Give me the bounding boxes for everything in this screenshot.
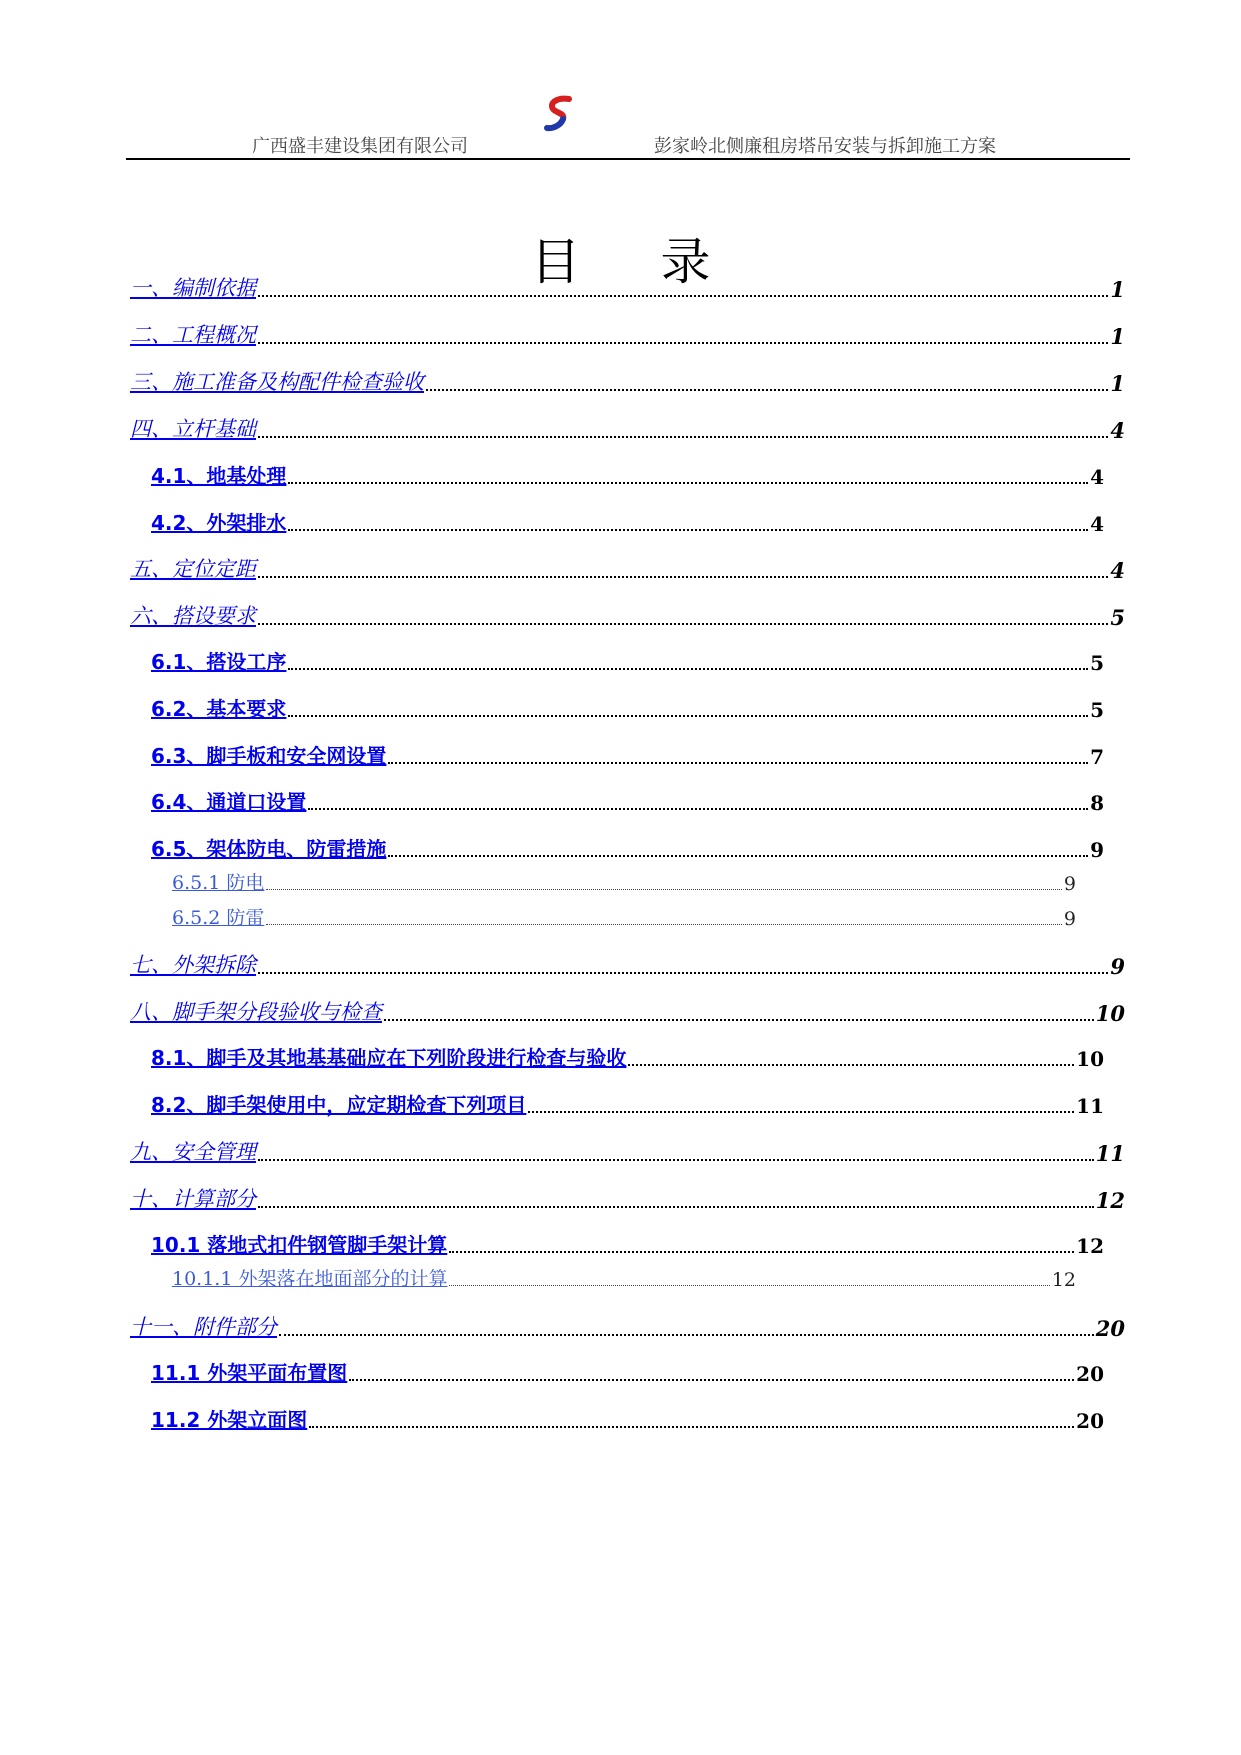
header-company: 广西盛丰建设集团有限公司	[252, 136, 468, 157]
toc-entry-page: 12	[1076, 1234, 1104, 1258]
toc-entry-page: 4	[1110, 558, 1125, 583]
toc-leader-dots	[528, 1111, 1074, 1113]
header-project: 彭家岭北侧廉租房塔吊安装与拆卸施工方案	[654, 136, 996, 157]
toc-entry[interactable]	[130, 1183, 1125, 1213]
toc-entry-page: 9	[1063, 908, 1076, 930]
toc-entry[interactable]	[172, 903, 1076, 930]
toc-leader-dots	[449, 1251, 1074, 1253]
toc-leader-dots	[628, 1064, 1074, 1066]
toc-entry-page: 1	[1110, 277, 1125, 302]
toc-leader-dots	[258, 295, 1108, 297]
company-logo	[543, 95, 577, 135]
toc-entry[interactable]	[151, 693, 1104, 722]
toc-leader-dots	[384, 1019, 1094, 1021]
toc-leader-dots	[288, 482, 1088, 484]
toc-entry-label[interactable]: 8.1、脚手及其地基基础应在下列阶段进行检查与验收	[151, 1046, 627, 1070]
toc-entry-label[interactable]: 三、施工准备及构配件检查验收	[130, 370, 424, 394]
toc-entry-label[interactable]: 6.5.1 防电	[172, 872, 265, 894]
toc-entry-page: 4	[1110, 418, 1125, 443]
toc-entry[interactable]	[130, 600, 1125, 630]
toc-entry-label[interactable]: 八、脚手架分段验收与检查	[130, 1000, 382, 1024]
toc-entry-page: 11	[1076, 1094, 1104, 1118]
toc-entry-page: 9	[1063, 873, 1076, 895]
toc-entry-page: 8	[1090, 791, 1104, 815]
toc-leader-dots	[266, 924, 1062, 925]
toc-entry-page: 4	[1090, 465, 1104, 489]
toc-entry-label[interactable]: 6.2、基本要求	[151, 697, 287, 721]
toc-entry-label[interactable]: 一、编制依据	[130, 276, 256, 300]
toc-entry-label[interactable]: 4.1、地基处理	[151, 464, 287, 488]
toc-entry[interactable]	[151, 1404, 1104, 1433]
toc-entry-label[interactable]: 九、安全管理	[130, 1140, 256, 1164]
toc-entry-label[interactable]: 4.2、外架排水	[151, 511, 287, 535]
toc-leader-dots	[279, 1334, 1094, 1336]
toc-entry-page: 10	[1076, 1047, 1104, 1071]
toc-entry-label[interactable]: 6.5.2 防雷	[172, 907, 265, 929]
toc-leader-dots	[258, 972, 1108, 974]
toc-entry[interactable]	[151, 833, 1104, 862]
toc-entry[interactable]	[151, 740, 1104, 769]
toc-entry-page: 12	[1051, 1269, 1076, 1291]
toc-entry[interactable]	[151, 1357, 1104, 1386]
toc-entry-page: 11	[1095, 1141, 1125, 1166]
toc-entry-page: 9	[1090, 838, 1104, 862]
toc-entry-label[interactable]: 五、定位定距	[130, 557, 256, 581]
toc-entry-page: 9	[1110, 954, 1125, 979]
toc-entry[interactable]	[130, 272, 1125, 302]
toc-entry-page: 5	[1090, 698, 1104, 722]
toc-entry-page: 1	[1110, 371, 1125, 396]
toc-entry-page: 20	[1076, 1362, 1104, 1386]
toc-entry[interactable]	[172, 868, 1076, 895]
toc-entry-page: 10	[1095, 1001, 1125, 1026]
toc-entry-label[interactable]: 四、立杆基础	[130, 417, 256, 441]
toc-entry-page: 5	[1090, 651, 1104, 675]
toc-entry-label[interactable]: 6.4、通道口设置	[151, 790, 307, 814]
toc-leader-dots	[388, 762, 1088, 764]
toc-entry-label[interactable]: 六、搭设要求	[130, 604, 256, 628]
toc-leader-dots	[449, 1285, 1049, 1286]
toc-leader-dots	[349, 1379, 1074, 1381]
toc-entry-page: 4	[1090, 512, 1104, 536]
toc-entry-label[interactable]: 6.5、架体防电、防雷措施	[151, 837, 387, 861]
toc-entry-label[interactable]: 11.2 外架立面图	[151, 1408, 308, 1432]
toc-entry[interactable]	[151, 1089, 1104, 1118]
toc-entry-label[interactable]: 8.2、脚手架使用中，应定期检查下列项目	[151, 1093, 527, 1117]
toc-entry-label[interactable]: 二、工程概况	[130, 323, 256, 347]
toc-entry[interactable]	[130, 366, 1125, 396]
toc-leader-dots	[426, 389, 1108, 391]
toc-entry[interactable]	[151, 1042, 1104, 1071]
toc-entry-page: 20	[1076, 1409, 1104, 1433]
toc-leader-dots	[258, 342, 1108, 344]
toc-leader-dots	[258, 623, 1108, 625]
toc-leader-dots	[258, 436, 1108, 438]
toc-entry[interactable]	[130, 996, 1125, 1026]
toc-leader-dots	[266, 889, 1062, 890]
toc-entry-label[interactable]: 十一、附件部分	[130, 1315, 277, 1339]
toc-entry[interactable]	[130, 413, 1125, 443]
toc-entry[interactable]	[151, 786, 1104, 815]
toc-entry[interactable]	[151, 507, 1104, 536]
toc-entry[interactable]	[130, 319, 1125, 349]
toc-entry-label[interactable]: 七、外架拆除	[130, 953, 256, 977]
toc-entry[interactable]	[151, 1229, 1104, 1258]
toc-entry[interactable]	[130, 949, 1125, 979]
toc-entry-label[interactable]: 10.1 落地式扣件钢管脚手架计算	[151, 1233, 448, 1257]
toc-entry-label[interactable]: 10.1.1 外架落在地面部分的计算	[172, 1268, 448, 1290]
toc-leader-dots	[309, 1426, 1074, 1428]
toc-leader-dots	[288, 529, 1088, 531]
toc-entry-page: 20	[1095, 1316, 1125, 1341]
header-divider	[126, 158, 1130, 160]
toc-entry-label[interactable]: 6.3、脚手板和安全网设置	[151, 744, 387, 768]
page-title: 目录	[530, 233, 791, 291]
toc-entry[interactable]	[172, 1264, 1076, 1291]
toc-leader-dots	[258, 1206, 1094, 1208]
toc-entry-page: 12	[1095, 1188, 1125, 1213]
toc-entry-page: 5	[1110, 605, 1125, 630]
toc-entry[interactable]	[130, 1136, 1125, 1166]
toc-leader-dots	[288, 715, 1088, 717]
toc-leader-dots	[388, 855, 1088, 857]
toc-leader-dots	[258, 1159, 1094, 1161]
toc-entry-label[interactable]: 6.1、搭设工序	[151, 650, 287, 674]
toc-entry-page: 1	[1110, 324, 1125, 349]
toc-leader-dots	[288, 668, 1088, 670]
toc-entry[interactable]	[130, 1311, 1125, 1341]
toc-entry[interactable]	[151, 646, 1104, 675]
toc-entry-page: 7	[1090, 745, 1104, 769]
toc-entry-label[interactable]: 十、计算部分	[130, 1187, 256, 1211]
toc-entry[interactable]	[151, 460, 1104, 489]
toc-leader-dots	[308, 808, 1088, 810]
toc-leader-dots	[258, 576, 1108, 578]
toc-entry-label[interactable]: 11.1 外架平面布置图	[151, 1361, 348, 1385]
toc-entry[interactable]	[130, 553, 1125, 583]
